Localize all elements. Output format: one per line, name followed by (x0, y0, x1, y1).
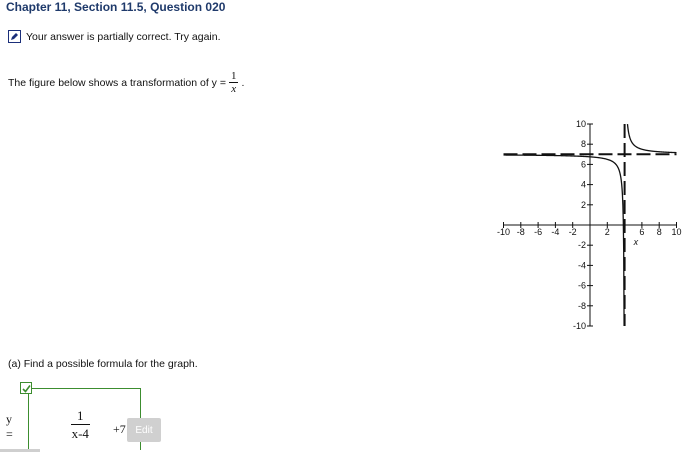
y-tick-label: -4 (577, 260, 586, 271)
answer-input-box[interactable] (28, 388, 153, 450)
x-axis-label: x (633, 237, 639, 247)
x-tick-label: 8 (656, 227, 662, 237)
answer-lhs: y = (6, 412, 13, 441)
prompt-frac-numerator: 1 (230, 70, 237, 82)
x-tick-label: 6 (639, 227, 645, 237)
problem-text: The figure below shows a transformation of y = (8, 76, 226, 89)
checkmark-icon (20, 382, 32, 394)
answer-denominator: x-4 (71, 426, 89, 441)
y-tick-label: 6 (580, 159, 586, 170)
y-tick-label: 2 (580, 199, 586, 210)
x-tick-label: -4 (551, 227, 560, 237)
y-tick-label: -10 (572, 321, 586, 331)
page-title: Chapter 11, Section 11.5, Question 020 (6, 0, 226, 14)
part-a-question: (a) Find a possible formula for the graph. (8, 358, 198, 370)
prompt-period: . (241, 76, 245, 89)
prompt-fraction (229, 70, 239, 95)
status-message: Your answer is partially correct. Try again. (26, 30, 221, 43)
y-tick-label: 8 (580, 139, 586, 150)
y-tick-label: 4 (580, 179, 586, 190)
edit-button[interactable]: Edit (127, 418, 161, 442)
y-tick-label: 10 (575, 119, 586, 129)
answer-fraction (71, 407, 90, 442)
y-tick-label: -6 (577, 280, 586, 291)
y-tick-label: -2 (577, 240, 586, 251)
left-branch-curve (504, 155, 625, 326)
function-graph (470, 105, 692, 331)
problem-statement (8, 70, 244, 95)
x-tick-label: -10 (496, 227, 511, 237)
y-tick-label: -8 (577, 300, 586, 311)
x-tick-label: -6 (534, 227, 543, 237)
pencil-icon (8, 30, 21, 43)
x-tick-label: 2 (604, 227, 610, 237)
x-tick-label: -2 (568, 227, 577, 237)
prompt-frac-denominator: x (231, 83, 237, 95)
answer-numerator: 1 (71, 407, 90, 425)
x-tick-label: 10 (671, 227, 682, 237)
answer-plus-term: +7 (113, 422, 126, 436)
status-row (8, 30, 221, 43)
x-tick-label: -8 (516, 227, 525, 237)
right-branch-curve (627, 124, 676, 153)
